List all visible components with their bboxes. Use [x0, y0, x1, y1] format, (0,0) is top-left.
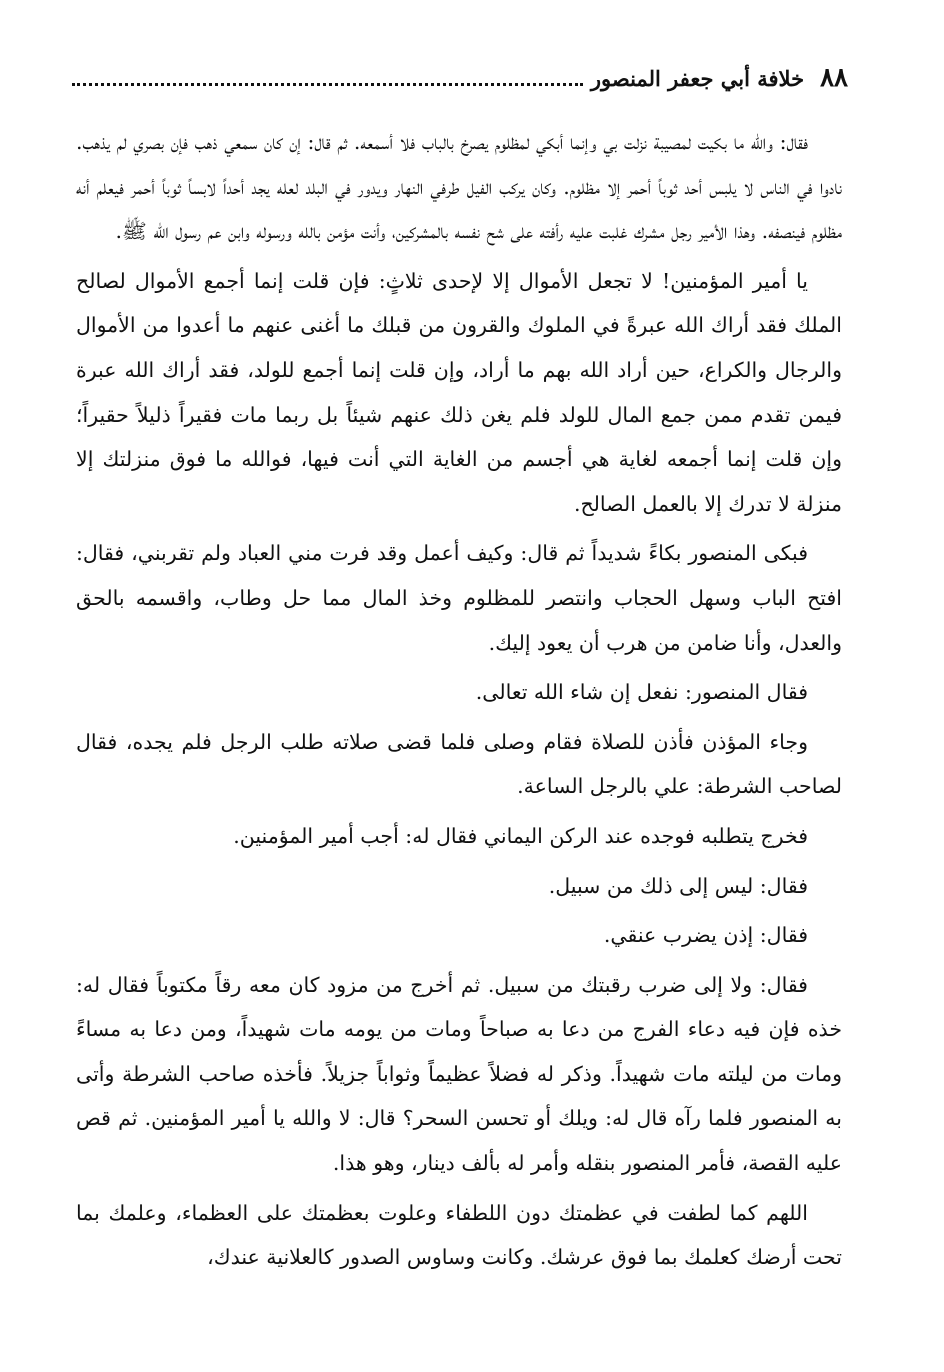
- paragraph: فخرج يتطلبه فوجده عند الركن اليماني فقال له: أجب أمير المؤمنين.: [233, 823, 808, 848]
- paragraph: فقال المنصور: نفعل إن شاء الله تعالى.: [475, 680, 808, 705]
- paragraph: فقال: ليس إلى ذلك من سبيل.: [548, 873, 808, 898]
- paragraph: فقال: ولا إلى ضرب رقبتك من سبيل. ثم أخرج من مزود كان معه رقاً مكتوباً فقال له: خذه فإن فيه دعاء الفرج من دعا به صباحاً ومات من يومه مات شهيداً، ومن دعا به مساءً ومات من ليلته مات شهيداً. وذكر له فضلاً عظيماً وثواباً جزيلاً. فأخذه صاحب الشرطة وأتى به المنصور فلما رآه قال له: ويلك أو تحسن السحر؟ قال: لا والله يا أمير المؤمنين. ثم قص عليه القصة، فأمر المنصور بنقله وأمر له بألف دينار، وهو هذا.: [76, 972, 842, 1176]
- page-header: [64, 56, 848, 100]
- paragraph: اللهم كما لطفت في عظمتك دون اللطفاء وعلوت بعظمتك على العظماء، وعلمك بما تحت أرضك كعلمك بما فوق عرشك. وكانت وساوس الصدور كالعلانية عندك،: [76, 1200, 842, 1270]
- header-dotted-leader: [72, 83, 583, 86]
- paragraph: فقال: والله ما بكيت لمصيبة نزلت بي وإنما أبكي لمظلوم يصرخ بالباب فلا أسمعه. ثم قال: إن كان سمعي ذهب فإن بصري لم يذهب. نادوا في الناس لا يلبس أحد ثوباً أحمر إلا مظلوم. وكان يركب الفيل طرفي النهار ويدور في البلد لعله يجد أحداً لابساً ثوباً أحمر فيعلم أنه مظلوم فينصفه. وهذا الأمير رجل مشرك غلبت عليه رأفته على شح نفسه بالمشركين، وأنت مؤمن بالله ورسوله وابن عم رسول الله ﷺ.: [76, 130, 842, 244]
- page-number: ٨٨: [820, 63, 848, 93]
- paragraph: فبكى المنصور بكاءً شديداً ثم قال: وكيف أعمل وقد فرت مني العباد ولم تقربني، فقال: افتح الباب وسهل الحجاب وانتصر للمظلوم وخذ المال مما حل وطاب، واقسمه بالحق والعدل، وأنا ضامن من هرب أن يعود إليك.: [76, 541, 842, 655]
- paragraph: فقال: إذن يضرب عنقي.: [603, 923, 808, 948]
- paragraph: وجاء المؤذن فأذن للصلاة فقام وصلى فلما قضى صلاته طلب الرجل فلم يجده، فقال لصاحب الشرطة: علي بالرجل الساعة.: [76, 729, 842, 799]
- page-body: [76, 120, 842, 1285]
- running-title: خلافة أبي جعفر المنصور: [590, 65, 805, 91]
- paragraph: يا أمير المؤمنين! لا تجعل الأموال إلا لإحدى ثلاثٍ: فإن قلت إنما أجمع الأموال لصالح الملك فقد أراك الله عبرةً في الملوك والقرون من قبلك ما أغنى عنهم ما أعدوا من الأموال والرجال والكراع، حين أراد الله بهم ما أراد، وإن قلت إنما أجمع للولد، فقد أراك الله عبرة فيمن تقدم ممن جمع المال للولد فلم يغن ذلك عنهم شيئاً بل ربما مات فقيراً ذليلاً حقيراً؛ وإن قلت إنما أجمعه لغاية هي أجسم من الغاية التي أنت فيها، فوالله ما فوق منزلتك إلا منزلة لا تدرك إلا بالعمل الصالح.: [76, 268, 842, 516]
